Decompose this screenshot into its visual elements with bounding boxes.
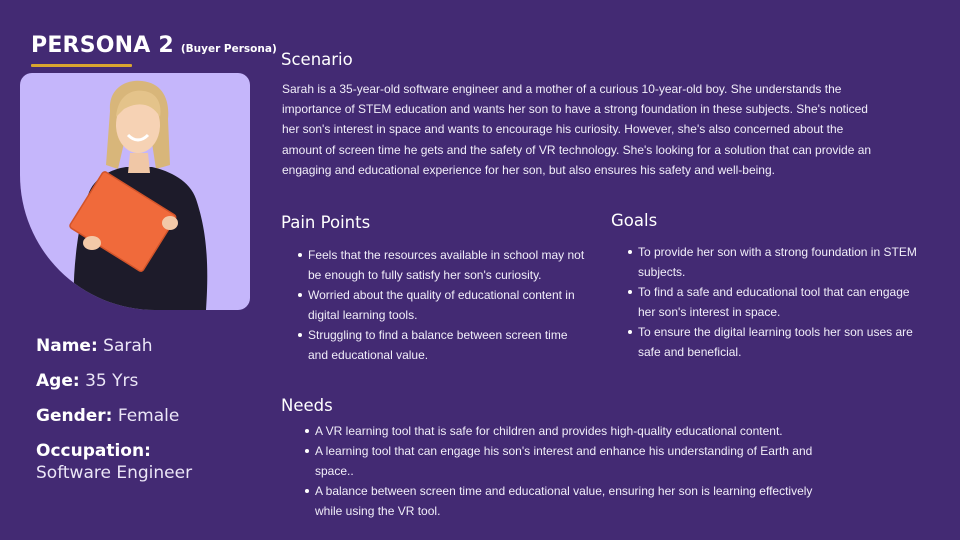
list-item: To find a safe and educational tool that can engage her son's interest in space.: [628, 282, 918, 322]
info-gender: [36, 406, 179, 426]
persona-photo: [20, 73, 250, 310]
list-item: A balance between screen time and educational value, ensuring her son is learning effectively while using the VR tool.: [305, 481, 825, 521]
list-item: A learning tool that can engage his son's interest and enhance his understanding of Earth and space..: [305, 441, 825, 481]
scenario-text: Sarah is a 35-year-old software engineer and a mother of a curious 10-year-old boy. She understands the importance of STEM education and wants her son to have a strong foundation in these subjects. She's noticed her son's interest in space and wants to encourage his curiosity. However, she's also concerned about the amount of screen time he gets and the safety of VR technology. She's looking for a solution that can provide an engaging and educational experience for her son, but also ensures his safety and well-being.: [282, 82, 872, 177]
goals-list: [628, 242, 918, 362]
persona-subtitle: (Buyer Persona): [180, 43, 277, 55]
info-name: [36, 336, 153, 356]
name-value: Sarah: [103, 336, 153, 356]
pain-points-heading: Pain Points: [281, 213, 371, 232]
needs-heading: Needs: [281, 396, 333, 415]
persona-title-main: PERSONA 2: [31, 33, 174, 58]
pain-points-list: [298, 245, 588, 365]
occupation-label: Occupation:: [36, 441, 151, 461]
occupation-value: Software Engineer: [36, 463, 193, 483]
gender-value: Female: [117, 406, 180, 426]
goals-heading: Goals: [611, 211, 658, 230]
age-value: 35 Yrs: [85, 371, 139, 391]
age-label: Age:: [36, 371, 80, 391]
info-occupation: [36, 441, 192, 483]
info-age: [36, 371, 138, 391]
persona-title: [31, 33, 277, 58]
list-item: Struggling to find a balance between screen time and educational value.: [298, 325, 588, 365]
list-item: To ensure the digital learning tools her son uses are safe and beneficial.: [628, 322, 918, 362]
list-item: To provide her son with a strong foundation in STEM subjects.: [628, 242, 918, 282]
title-underline: [31, 64, 132, 67]
list-item: Worried about the quality of educational content in digital learning tools.: [298, 285, 588, 325]
scenario-heading: Scenario: [281, 50, 353, 69]
list-item: Feels that the resources available in school may not be enough to fully satisfy her son's curiosity.: [298, 245, 588, 285]
gender-label: Gender:: [36, 406, 113, 426]
name-label: Name:: [36, 336, 98, 356]
needs-list: [305, 421, 825, 521]
list-item: A VR learning tool that is safe for children and provides high-quality educational content.: [305, 421, 825, 441]
persona-photo-card: [20, 73, 250, 310]
